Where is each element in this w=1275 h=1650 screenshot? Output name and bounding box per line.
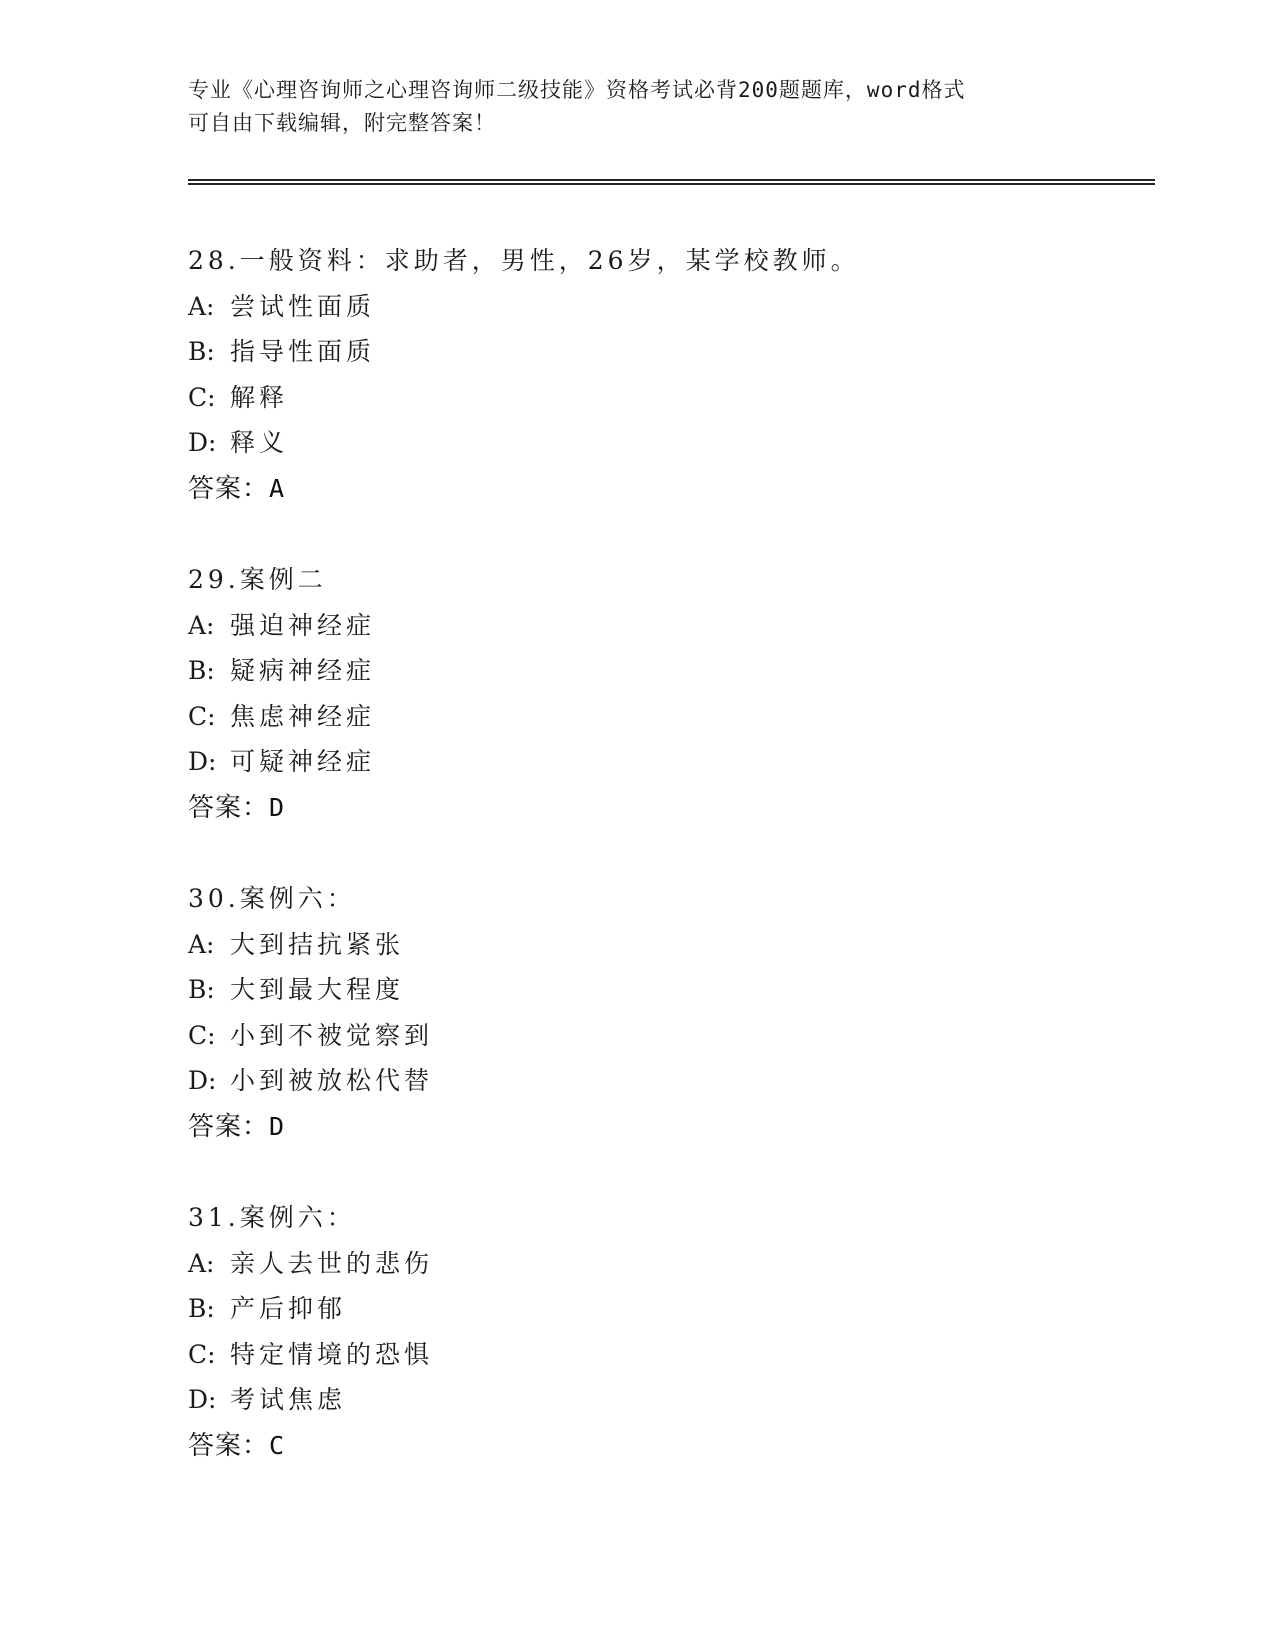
option-key: D: <box>188 1385 217 1414</box>
answer-label: 答案： <box>188 473 270 504</box>
option-key: B: <box>188 975 215 1004</box>
option-key: C: <box>188 382 216 412</box>
question-stem: 28.一般资料：求助者，男性，26岁，某学校教师。 <box>188 246 860 275</box>
header-line-2: 可自由下载编辑，附完整答案！ <box>188 111 496 135</box>
header-divider <box>188 179 1155 185</box>
option-c <box>188 1332 1138 1378</box>
answer-value: C <box>269 1430 285 1460</box>
document-header <box>188 74 1088 140</box>
answer-label: 答案： <box>188 1430 270 1461</box>
option-a <box>188 1241 1138 1287</box>
option-c <box>188 375 1138 421</box>
answer-line <box>188 466 1138 512</box>
answer-line <box>188 785 1138 831</box>
option-key: C: <box>188 1020 216 1050</box>
option-text: 亲人去世的悲伤 <box>230 1248 434 1278</box>
question-item <box>188 238 1138 511</box>
option-text: 解释 <box>230 382 289 412</box>
question-stem: 29.案例二 <box>188 565 327 594</box>
option-key: A: <box>188 610 215 640</box>
option-key: B: <box>188 337 215 366</box>
option-b <box>188 329 1138 375</box>
answer-label: 答案： <box>188 1111 270 1142</box>
answer-value: D <box>269 792 285 822</box>
question-item <box>188 557 1138 830</box>
answer-line <box>188 1104 1138 1150</box>
option-key: D: <box>188 1066 217 1095</box>
option-key: A: <box>188 291 215 321</box>
question-item <box>188 1195 1138 1468</box>
option-d <box>188 1058 1138 1104</box>
answer-value: D <box>269 1111 285 1141</box>
option-key: B: <box>188 1294 215 1323</box>
option-text: 疑病神经症 <box>230 656 376 685</box>
option-text: 尝试性面质 <box>230 291 376 321</box>
option-text: 考试焦虑 <box>230 1385 347 1414</box>
option-key: B: <box>188 656 215 685</box>
option-text: 大到拮抗紧张 <box>230 929 405 959</box>
answer-label: 答案： <box>188 792 270 823</box>
option-b <box>188 1286 1138 1332</box>
answer-line <box>188 1423 1138 1469</box>
option-key: A: <box>188 1248 215 1278</box>
option-text: 小到被放松代替 <box>230 1066 434 1095</box>
option-text: 强迫神经症 <box>230 610 376 640</box>
option-text: 指导性面质 <box>230 337 376 366</box>
option-d <box>188 1377 1138 1423</box>
option-text: 产后抑郁 <box>230 1294 347 1323</box>
option-key: D: <box>188 428 217 457</box>
answer-value: A <box>269 473 285 503</box>
option-text: 释义 <box>230 428 289 457</box>
option-c <box>188 1013 1138 1059</box>
option-a <box>188 284 1138 330</box>
option-text: 焦虑神经症 <box>230 701 376 731</box>
option-text: 特定情境的恐惧 <box>230 1339 434 1369</box>
option-text: 可疑神经症 <box>230 747 376 776</box>
option-c <box>188 694 1138 740</box>
option-a <box>188 922 1138 968</box>
option-key: D: <box>188 747 217 776</box>
question-list <box>188 238 1138 1514</box>
option-d <box>188 420 1138 466</box>
question-stem: 30.案例六： <box>188 884 356 913</box>
question-item <box>188 876 1138 1149</box>
header-line-1: 专业《心理咨询师之心理咨询师二级技能》资格考试必背200题题库，word格式 <box>188 78 966 102</box>
option-key: A: <box>188 929 215 959</box>
option-d <box>188 739 1138 785</box>
option-b <box>188 648 1138 694</box>
option-a <box>188 603 1138 649</box>
question-stem: 31.案例六： <box>188 1203 356 1232</box>
option-text: 大到最大程度 <box>230 975 405 1004</box>
option-b <box>188 967 1138 1013</box>
option-key: C: <box>188 1339 216 1369</box>
option-key: C: <box>188 701 216 731</box>
option-text: 小到不被觉察到 <box>230 1020 434 1050</box>
